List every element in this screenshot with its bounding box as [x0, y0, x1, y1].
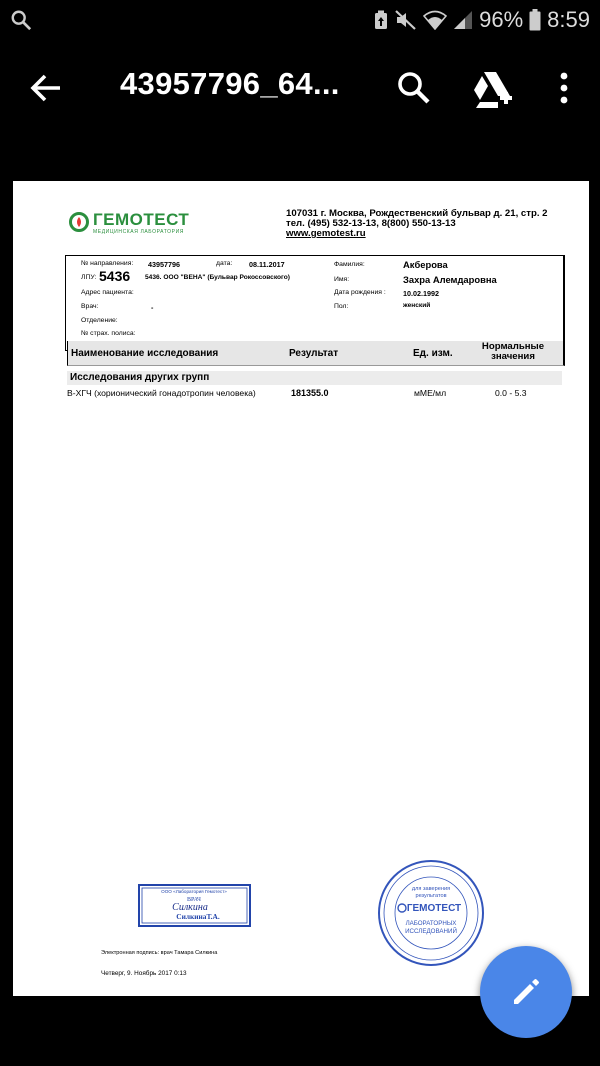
app-bar [0, 40, 600, 136]
doctor-signature: Силкина [172, 902, 208, 913]
clock: 8:59 [547, 7, 590, 32]
sex-label: Пол: [334, 303, 349, 310]
row-norm: 0.0 - 5.3 [495, 388, 527, 398]
col-norm-header [478, 342, 548, 362]
logo-mark-icon [68, 211, 90, 233]
more-vert-icon[interactable] [554, 70, 574, 106]
referral-value: 43957796 [148, 260, 180, 269]
seal-brand: ГЕМОТЕСТ [406, 903, 462, 914]
seal-line2: результатов [415, 893, 447, 899]
wifi-icon [423, 10, 447, 30]
lab-seal-stamp [376, 858, 486, 968]
file-title: 43957796_64... [120, 66, 340, 101]
signal-icon [453, 10, 473, 30]
row-unit: мМЕ/мл [414, 388, 447, 398]
add-to-drive-icon[interactable] [472, 70, 514, 110]
logo-name: ГЕМОТЕСТ [93, 210, 190, 229]
date-label: дата: [216, 260, 233, 267]
lpu-name: 5436. ООО "ВЕНА" (Бульвар Рокоссовского) [145, 274, 290, 281]
address-line: 107031 г. Москва, Рождественский бульвар д. 21, стр. 2 [286, 208, 548, 219]
print-date: Четверг, 9. Ноябрь 2017 0:13 [101, 970, 187, 977]
row-result: 181355.0 [291, 388, 329, 398]
doctor-stamp-name: СилкинаТ.А. [176, 912, 220, 921]
col-norm-line2: значения [491, 351, 535, 362]
pencil-icon [510, 976, 542, 1008]
date-value: 08.11.2017 [249, 260, 285, 269]
surname-value: Акберова [403, 259, 448, 270]
policy-label: № страх. полиса: [81, 330, 136, 337]
row-test-name: В-ХГЧ (хорионический гонадотропин человека) [67, 388, 256, 398]
dob-label: Дата рождения : [334, 289, 386, 296]
group-title-row [67, 371, 562, 385]
name-label: Имя: [334, 276, 350, 283]
sex-value: женский [403, 302, 431, 309]
surname-label: Фамилия: [334, 261, 365, 268]
lpu-label: ЛПУ: [81, 274, 97, 281]
results-table-header [67, 341, 565, 366]
battery-percent: 96% [479, 7, 524, 32]
edit-fab-button[interactable] [480, 946, 572, 1038]
col-result-header: Результат [289, 348, 339, 359]
logo-subtitle: МЕДИЦИНСКАЯ ЛАБОРАТОРИЯ [93, 229, 184, 235]
search-icon [10, 9, 32, 31]
seal-line1: для заверения [411, 886, 451, 892]
seal-line4: ИССЛЕДОВАНИЙ [405, 928, 457, 935]
referral-label: № направления: [81, 260, 134, 267]
lab-address [286, 209, 548, 239]
col-norm-line1: Нормальные [481, 341, 545, 352]
doctor-stamp-org: ООО «Лаборатория Гемотест» [161, 889, 227, 894]
battery-icon [529, 9, 541, 31]
lpu-value: 5436 [99, 268, 131, 284]
doctor-label: Врач: [81, 303, 99, 310]
document-page[interactable] [13, 181, 589, 996]
status-bar [0, 0, 600, 40]
doctor-value: - [151, 303, 154, 312]
electronic-signature: Электронная подпись: врач Тамара Силкина [101, 950, 218, 956]
col-name-header: Наименование исследования [71, 348, 219, 359]
department-label: Отделение: [81, 317, 118, 324]
back-arrow-icon[interactable] [28, 70, 64, 106]
seal-line3: ЛАБОРАТОРНЫХ [405, 920, 457, 927]
website-link[interactable]: www.gemotest.ru [286, 228, 366, 239]
search-icon[interactable] [396, 70, 432, 106]
doctor-stamp [138, 884, 251, 927]
gemotest-logo [68, 211, 189, 235]
group-title: Исследования других групп [70, 372, 210, 383]
dob-value: 10.02.1992 [403, 289, 439, 298]
address-label: Адрес пациента: [81, 289, 134, 296]
mute-icon [395, 10, 417, 30]
battery-saver-icon [373, 10, 389, 30]
status-icons [373, 6, 590, 34]
col-unit-header: Ед. изм. [413, 348, 453, 359]
patient-info-box [65, 255, 565, 351]
name-value: Захра Алемдаровна [403, 274, 497, 285]
doctor-stamp-role: ВРАЧ [187, 897, 201, 903]
phone-line: тел. (495) 532-13-13, 8(800) 550-13-13 [286, 218, 456, 229]
